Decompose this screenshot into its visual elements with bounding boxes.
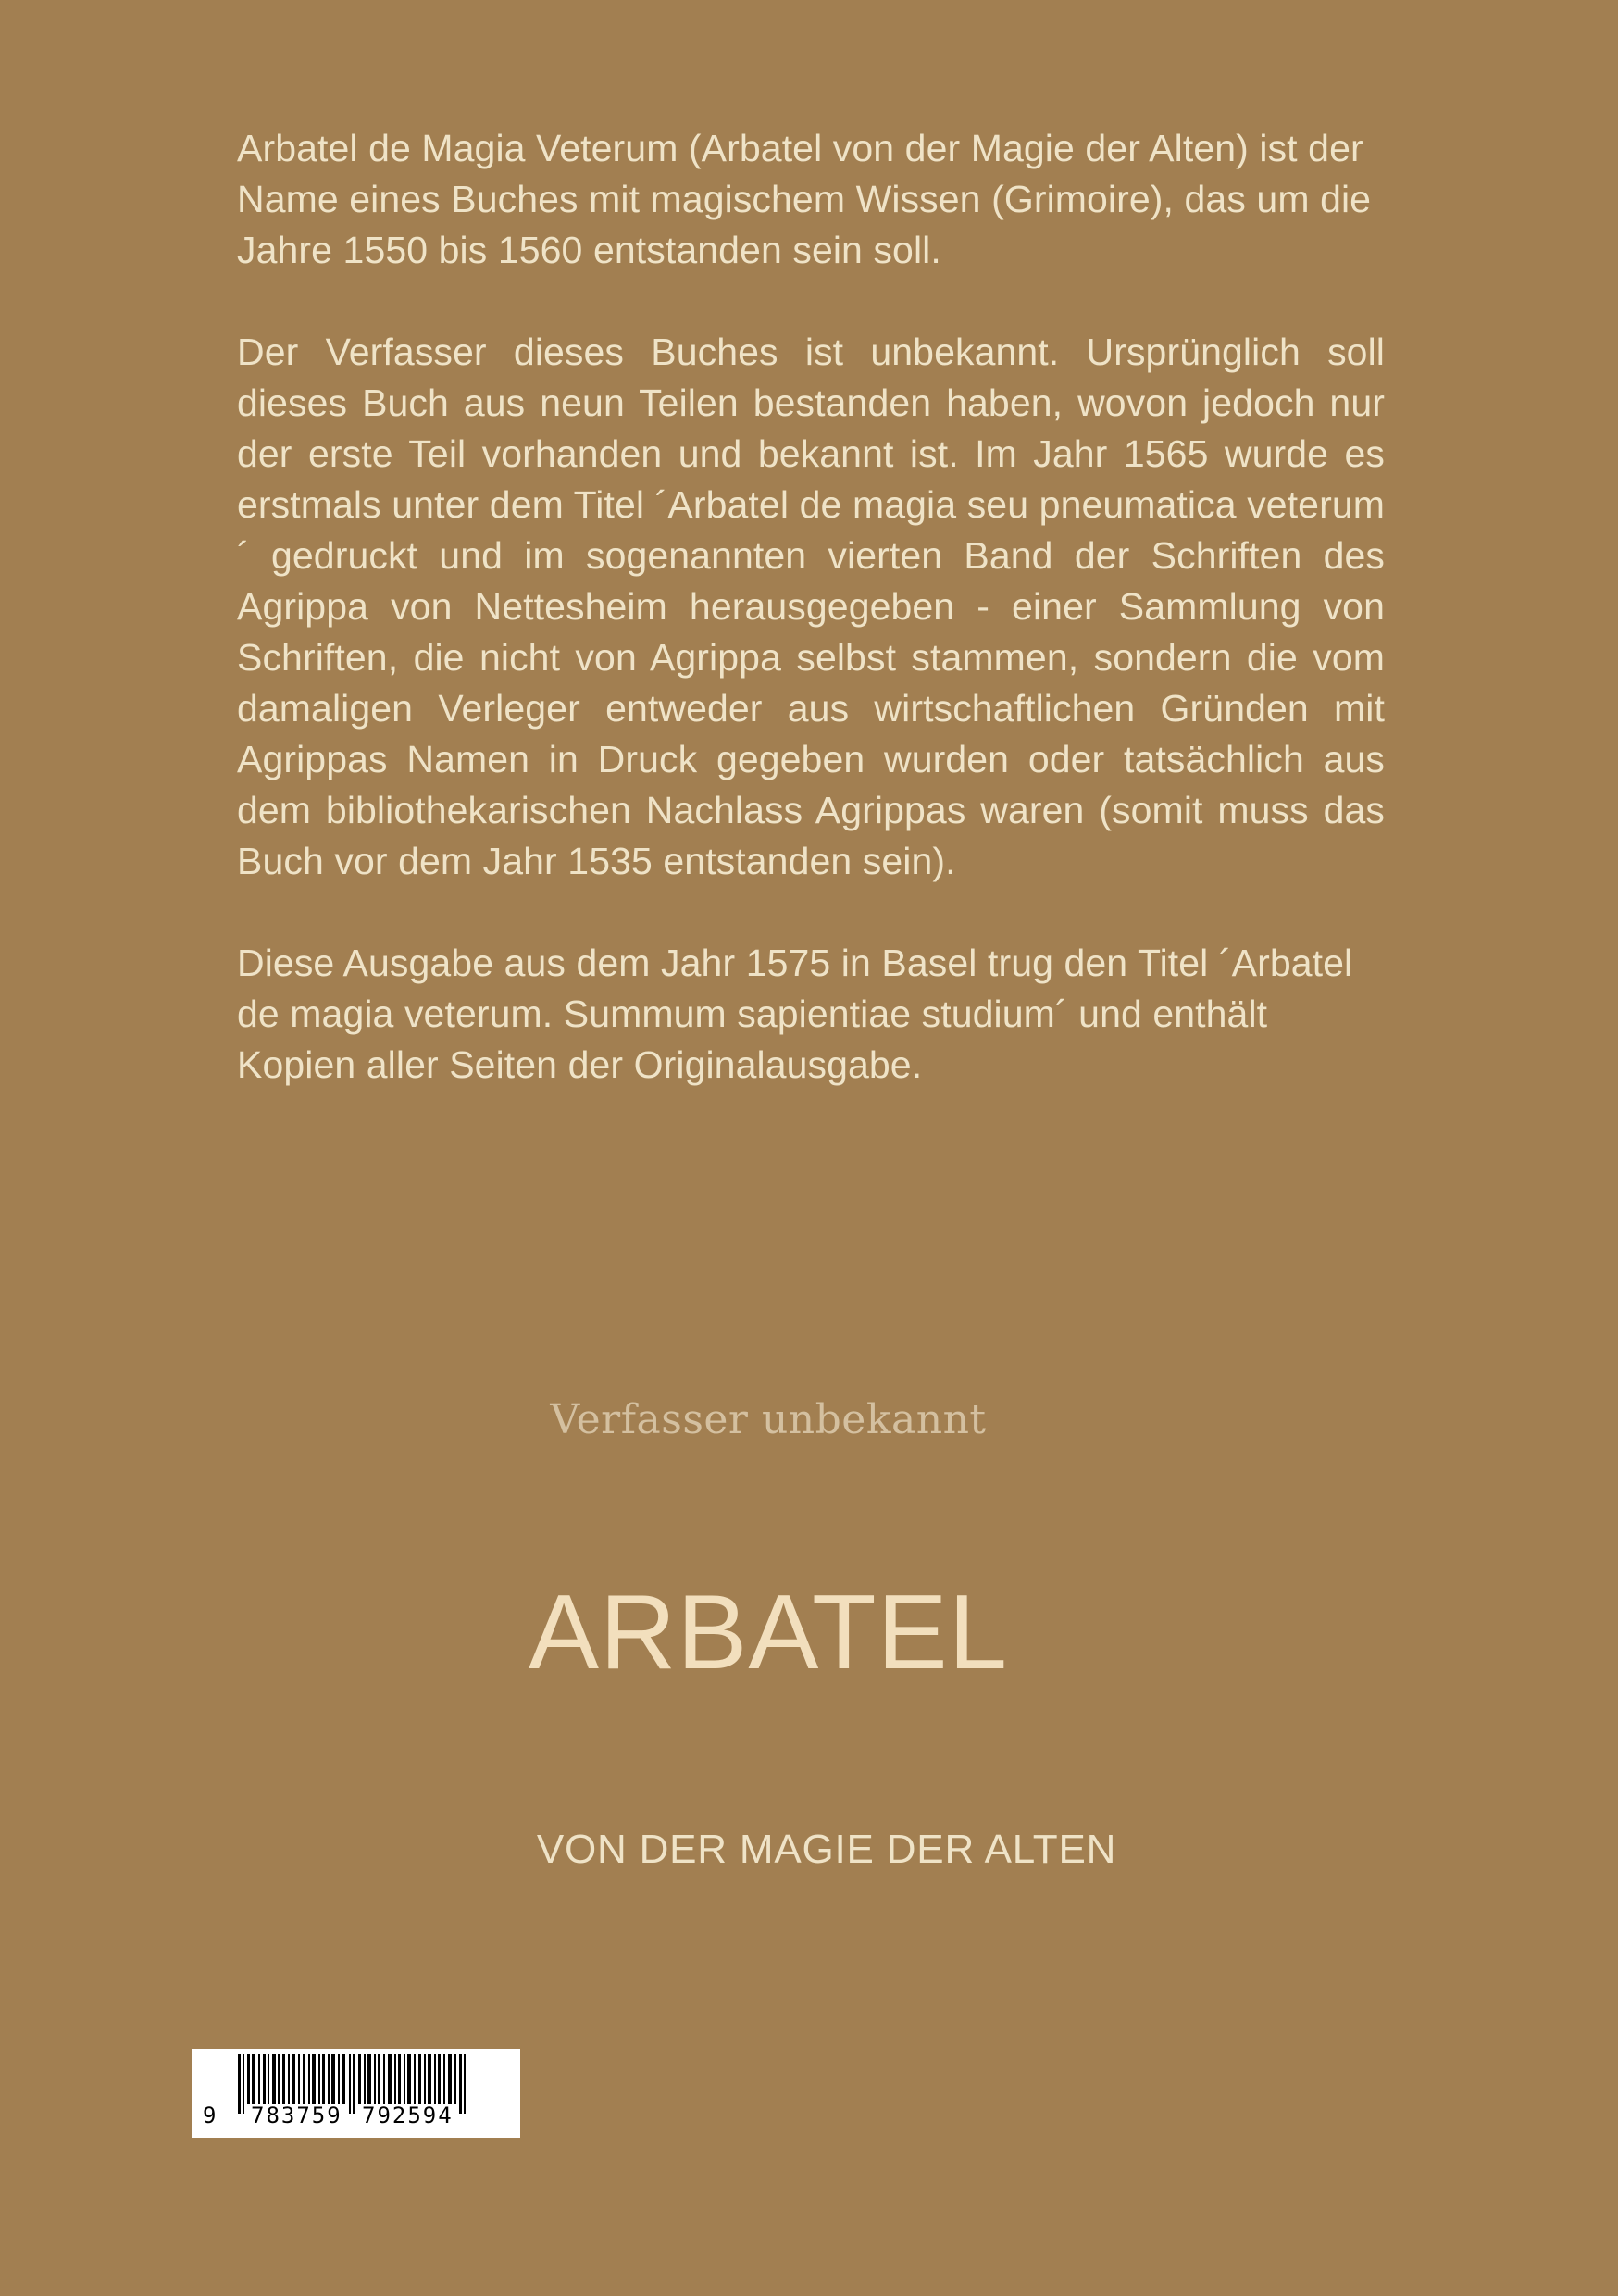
isbn-barcode [192, 2049, 520, 2138]
book-title: ARBATEL [528, 1574, 1009, 1691]
blurb-text [237, 123, 1385, 1142]
isbn-group-2: 792594 [362, 2103, 454, 2128]
blurb-paragraph-1: Arbatel de Magia Veterum (Arbatel von der Magie der Alten) ist der Name eines Buches mit magischem Wissen (Grimoire), das um die Jahre 1550 bis 1560 entstanden sein soll. [237, 127, 1372, 271]
isbn-prefix: 9 [203, 2103, 217, 2128]
book-subtitle: VON DER MAGIE DER ALTEN [536, 1827, 1117, 1872]
blurb-paragraph-2: Der Verfasser dieses Buches ist unbekannt. Ursprünglich soll dieses Buch aus neun Teilen bestanden haben, wovon jedoch nur der erste Teil vorhanden und bekannt ist. Im Jahr 1565 wurde es erstmals unter dem Titel ´Arbatel de magia seu pneumatica veterum´ gedruckt und im sogenannten vierten Band der Schriften des Agrippa von Nettesheim herausgegeben - einer Sammlung von Schriften, die nicht von Agrippa selbst stammen, sondern die vom damaligen Verleger entweder aus wirtschaftlichen Gründen mit Agrippas Namen in Druck gegeben wurden oder tatsächlich aus dem bibliothekarischen Nachlass Agrippas waren (somit muss das Buch vor dem Jahr 1535 entstanden sein). [237, 331, 1385, 882]
barcode-bars [192, 2049, 520, 2138]
author-line: Verfasser unbekannt [550, 1396, 987, 1443]
blurb-paragraph-3: Diese Ausgabe aus dem Jahr 1575 in Basel trug den Titel ´Arbatel de magia veterum. Summum sapientiae studium´ und enthält Kopien aller Seiten der Originalausgabe. [237, 942, 1353, 1086]
isbn-group-1: 783759 [251, 2103, 342, 2128]
